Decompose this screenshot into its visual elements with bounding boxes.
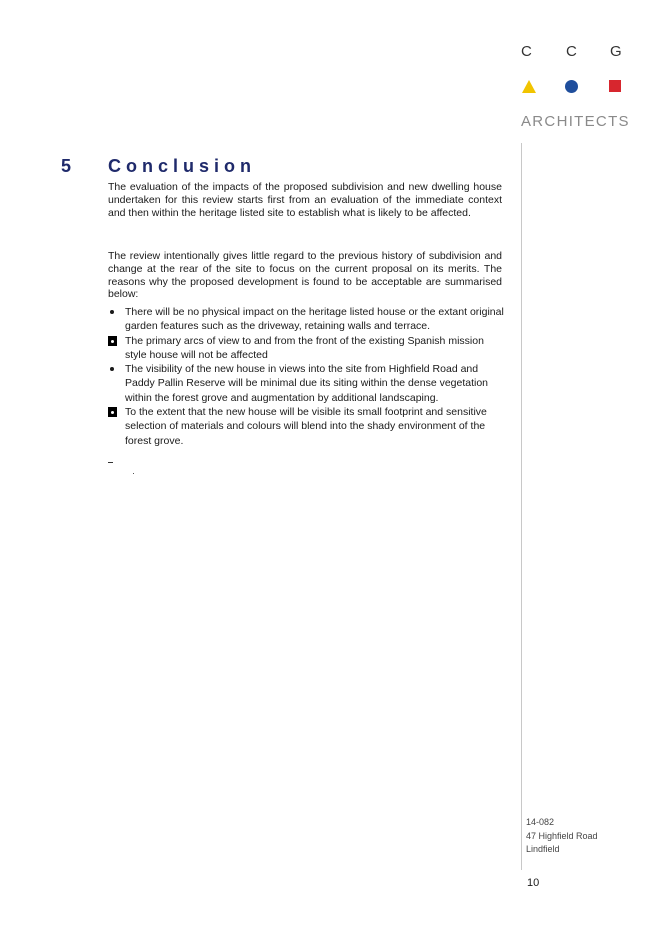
blue-circle-icon — [565, 80, 578, 93]
logo-letter-g: G — [610, 43, 622, 60]
list-item — [108, 362, 508, 405]
paragraph-review: The review intentionally gives little regard to the previous history of subdivision and change at the rear of the site to focus on the current proposal on its merits. The reasons why the proposed development is found to be acceptable are summarised below: — [108, 250, 502, 301]
bullet-dot-icon — [108, 362, 118, 376]
bullet-text: There will be no physical impact on the heritage listed house or the extant original garden features such as the driveway, retaining walls and terrace. — [125, 306, 504, 333]
logo-shapes — [520, 79, 624, 95]
list-item — [108, 405, 508, 448]
section-number: 5 — [61, 156, 72, 176]
paragraph-evaluation: The evaluation of the impacts of the proposed subdivision and new dwelling house undertaken for this review starts first from an evaluation of the immediate context and then within the heritage listed site to establish what is likely to be affected. — [108, 181, 502, 219]
section-title: Conclusion — [108, 156, 256, 176]
logo-letters — [520, 43, 624, 59]
footer-job-number: 14-082 — [526, 817, 555, 827]
bullet-box-icon — [108, 407, 117, 417]
list-item — [108, 334, 508, 363]
footer-project-info — [526, 816, 598, 857]
yellow-triangle-icon — [522, 80, 536, 93]
page-number: 10 — [527, 877, 540, 889]
logo-letter-c2: C — [566, 43, 577, 60]
conclusion-bullet-list — [108, 305, 508, 448]
red-square-icon — [609, 80, 621, 92]
bullet-box-icon — [108, 336, 117, 346]
footer-address: 47 Highfield Road — [526, 830, 598, 841]
bullet-text: The primary arcs of view to and from the front of the existing Spanish mission style house will not be affected — [125, 334, 484, 361]
stray-dot-mark — [133, 473, 134, 474]
stray-dash-mark — [108, 462, 113, 463]
logo-letter-c1: C — [521, 43, 532, 60]
margin-divider — [521, 143, 522, 870]
list-item — [108, 305, 508, 334]
footer-suburb: Lindfield — [526, 844, 560, 854]
bullet-text: To the extent that the new house will be visible its small footprint and sensitive selection of materials and colours will blend into the shady environment of the forest grove. — [125, 406, 487, 447]
logo-wordmark: ARCHITECTS — [521, 113, 630, 130]
bullet-text: The visibility of the new house in views into the site from Highfield Road and Paddy Pallin Reserve will be minimal due its siting within the dense vegetation within the forest grove and augmentation by additional landscaping. — [125, 363, 489, 404]
bullet-dot-icon — [108, 305, 118, 319]
